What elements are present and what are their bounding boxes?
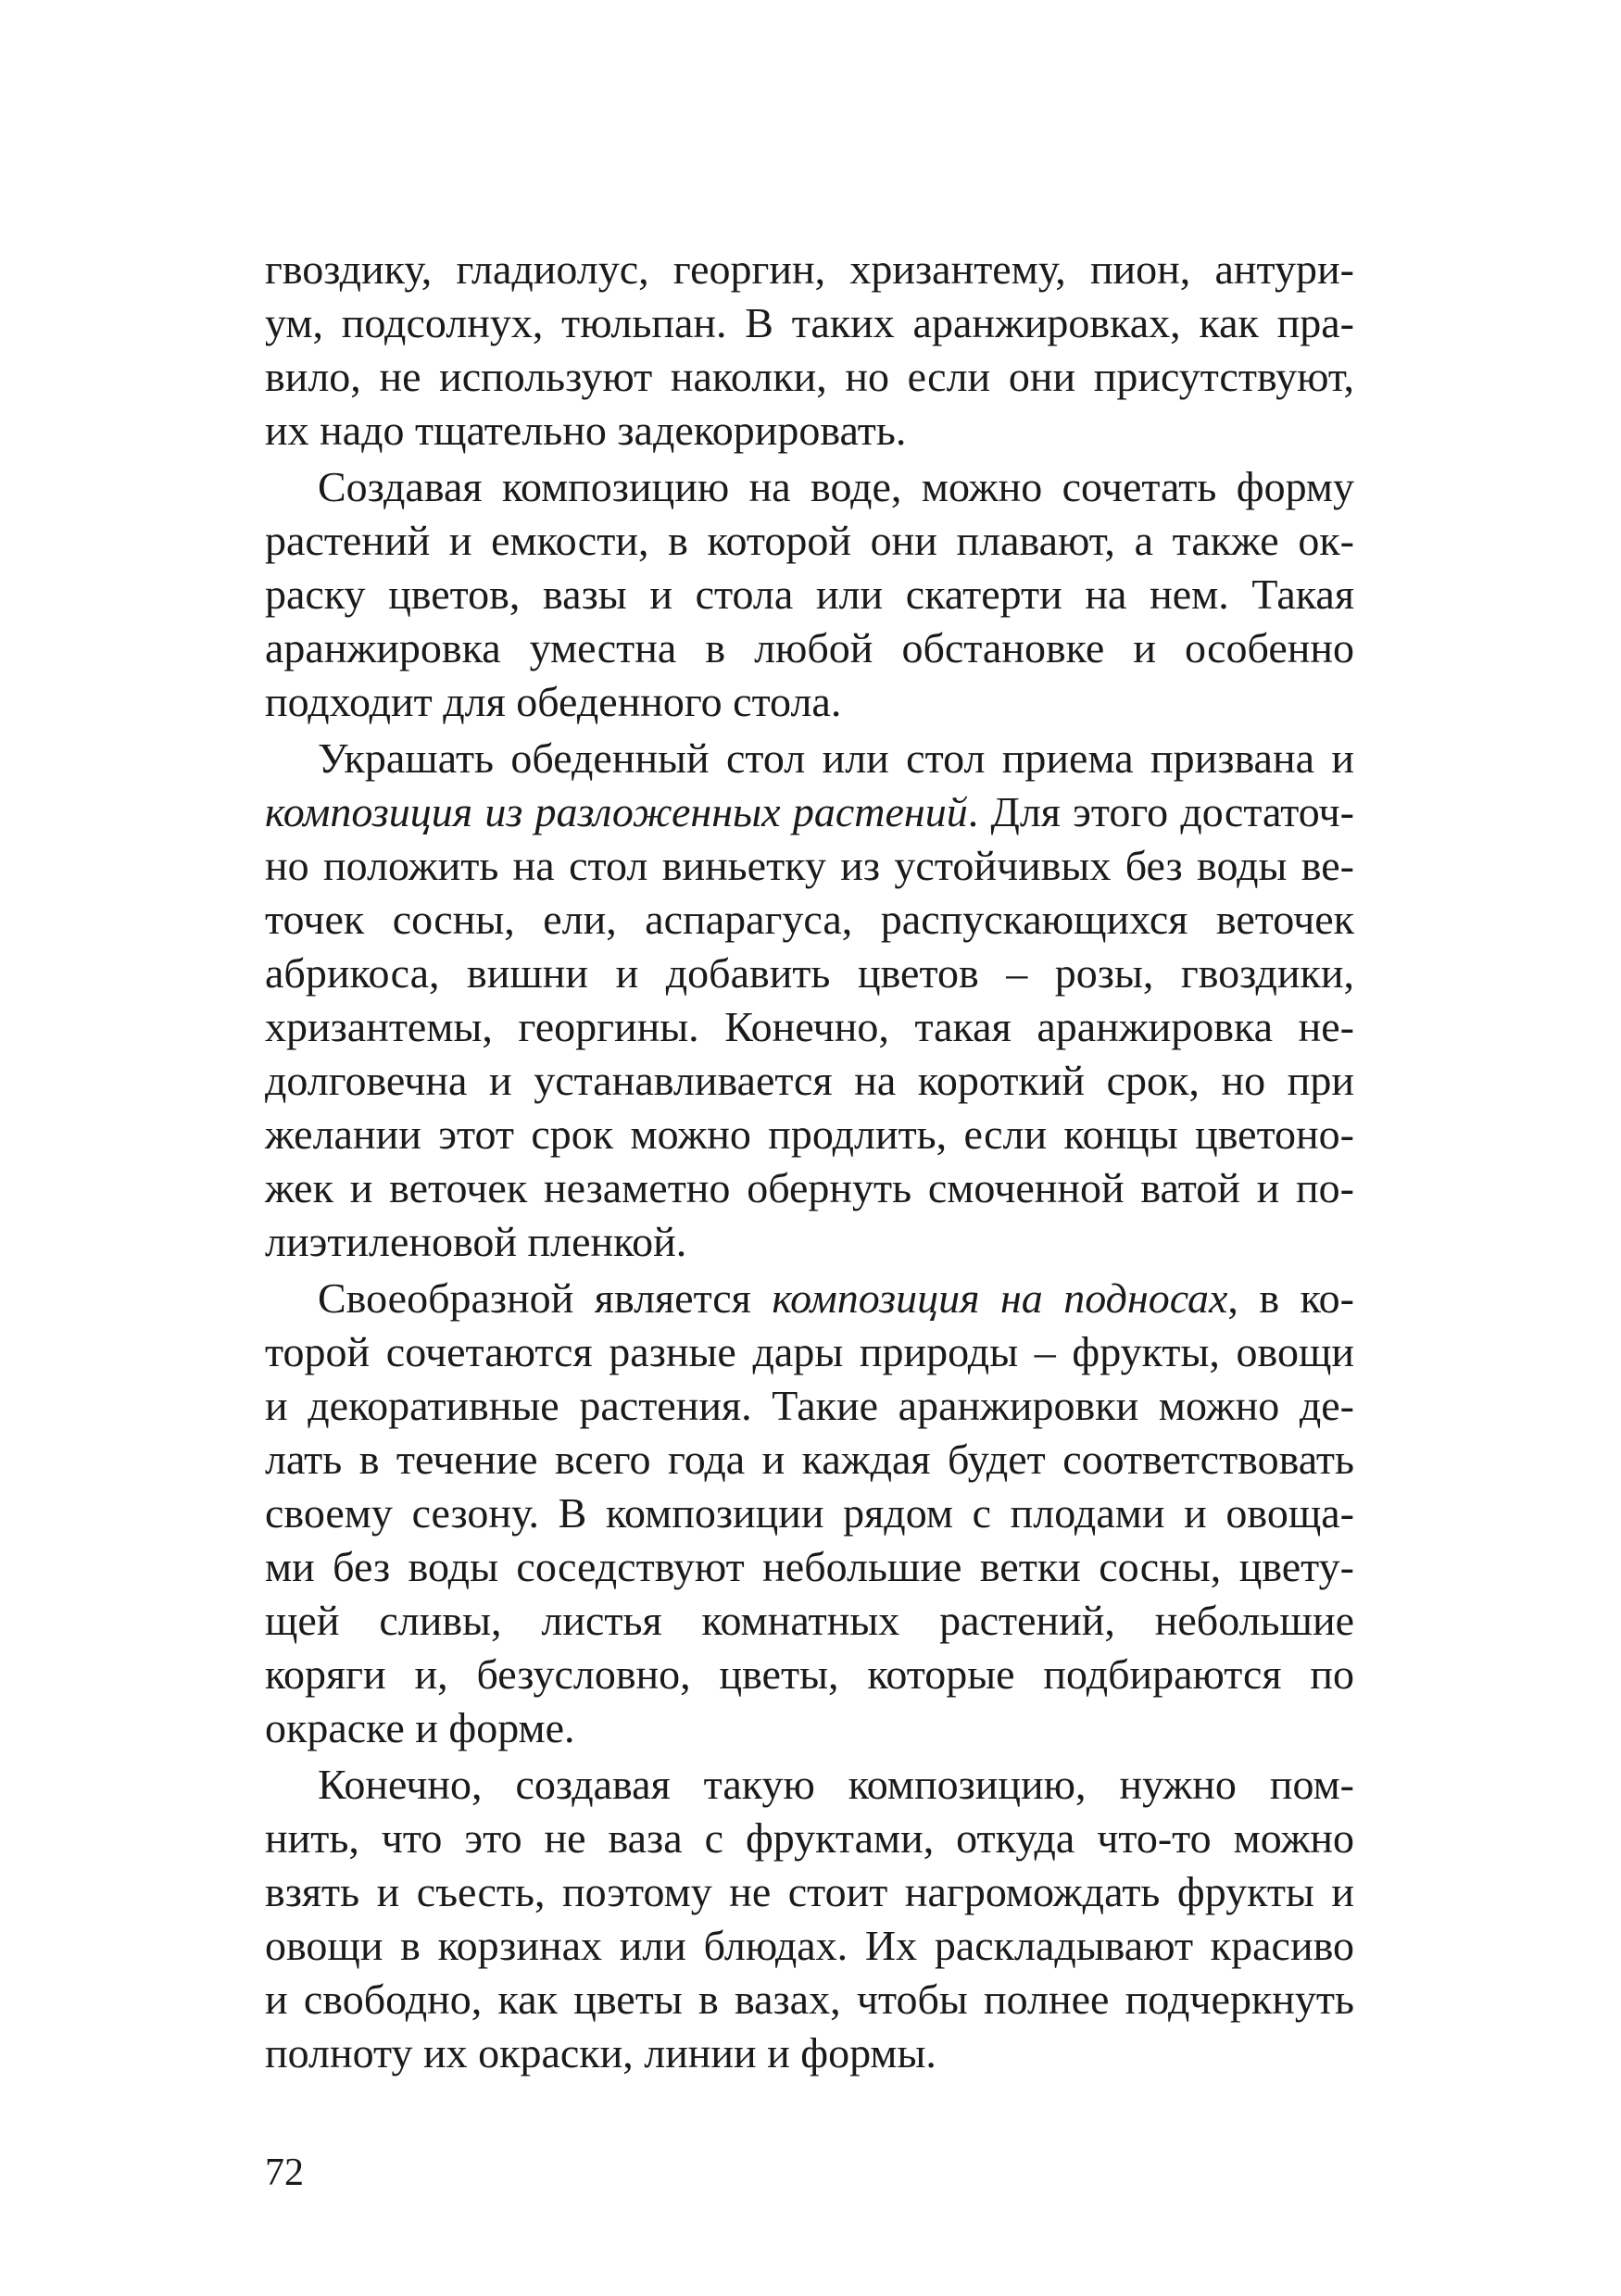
text-line: полноту их окраски, линии и формы.: [265, 2029, 936, 2076]
text-line: но положить на стол виньетку из устойчивых без воды ве-: [265, 842, 1354, 889]
text-line: ум, подсолнух, тюльпан. В таких аранжировках, как пра-: [265, 299, 1354, 346]
text-line: долговечна и устанавливается на короткий срок, но при: [265, 1057, 1354, 1104]
paragraph: [265, 243, 1354, 458]
page-number: 72: [265, 2152, 304, 2194]
text-line: окраске и форме.: [265, 1704, 575, 1751]
text-line: и свободно, как цветы в вазах, чтобы полнее подчеркнуть: [265, 1976, 1354, 2023]
text-line: точек сосны, ели, аспарагуса, распускающихся веточек: [265, 896, 1354, 943]
text-line: лиэтиленовой пленкой.: [265, 1218, 687, 1265]
text-line: щей сливы, листья комнатных растений, небольшие: [265, 1597, 1354, 1644]
text-line: овощи в корзинах или блюдах. Их раскладывают красиво: [265, 1922, 1354, 1969]
text-line: [265, 1272, 1354, 1325]
text-line: хризантемы, георгины. Конечно, такая аранжировка не-: [265, 1003, 1354, 1050]
text-line: взять и съесть, поэтому не стоит нагромождать фрукты и: [265, 1868, 1354, 1915]
text-line: [265, 785, 1354, 839]
text-line: гвоздику, гладиолус, георгин, хризантему, пион, антури-: [265, 245, 1354, 293]
text-line: желании этот срок можно продлить, если концы цветоно-: [265, 1110, 1354, 1158]
text-line: своему сезону. В композиции рядом с плодами и овоща-: [265, 1489, 1354, 1537]
text-line: растений и емкости, в которой они плавают, а также ок-: [265, 517, 1354, 564]
text-line: подходит для обеденного стола.: [265, 678, 842, 725]
text-fragment: , в ко-: [1227, 1274, 1354, 1322]
text-line: Создавая композицию на воде, можно сочетать форму: [318, 463, 1354, 510]
text-line: Конечно, создавая такую композицию, нужно пом-: [318, 1761, 1354, 1808]
text-line: вило, не используют наколки, но если они присутствуют,: [265, 353, 1354, 400]
text-line: нить, что это не ваза с фруктами, откуда что-то можно: [265, 1814, 1354, 1862]
paragraph: [265, 1272, 1354, 1755]
body-text: [265, 243, 1354, 2080]
text-line: торой сочетаются разные дары природы – фрукты, овощи: [265, 1328, 1354, 1375]
text-line: лать в течение всего года и каждая будет соответствовать: [265, 1436, 1354, 1483]
paragraph: [265, 1758, 1354, 2080]
text-line: их надо тщательно задекорировать.: [265, 407, 907, 454]
text-fragment: Своеобразной является: [318, 1274, 773, 1322]
emphasis-term: композиция из разложенных растений: [265, 788, 968, 835]
emphasis-term: композиция на подносах: [772, 1274, 1228, 1322]
text-line: абрикоса, вишни и добавить цветов – розы, гвоздики,: [265, 949, 1354, 997]
text-line: жек и веточек незаметно обернуть смоченной ватой и по-: [265, 1164, 1354, 1211]
paragraph: [265, 460, 1354, 729]
text-fragment: . Для этого достаточ-: [967, 788, 1354, 835]
paragraph: [265, 732, 1354, 1269]
text-line: Украшать обеденный стол или стол приема призвана и: [318, 734, 1354, 782]
text-line: раску цветов, вазы и стола или скатерти на нем. Такая: [265, 571, 1354, 618]
text-line: аранжировка уместна в любой обстановке и особенно: [265, 624, 1354, 671]
text-line: ми без воды соседствуют небольшие ветки сосны, цвету-: [265, 1543, 1354, 1590]
text-line: и декоративные растения. Такие аранжировки можно де-: [265, 1382, 1354, 1429]
text-line: коряги и, безусловно, цветы, которые подбираются по: [265, 1650, 1354, 1698]
